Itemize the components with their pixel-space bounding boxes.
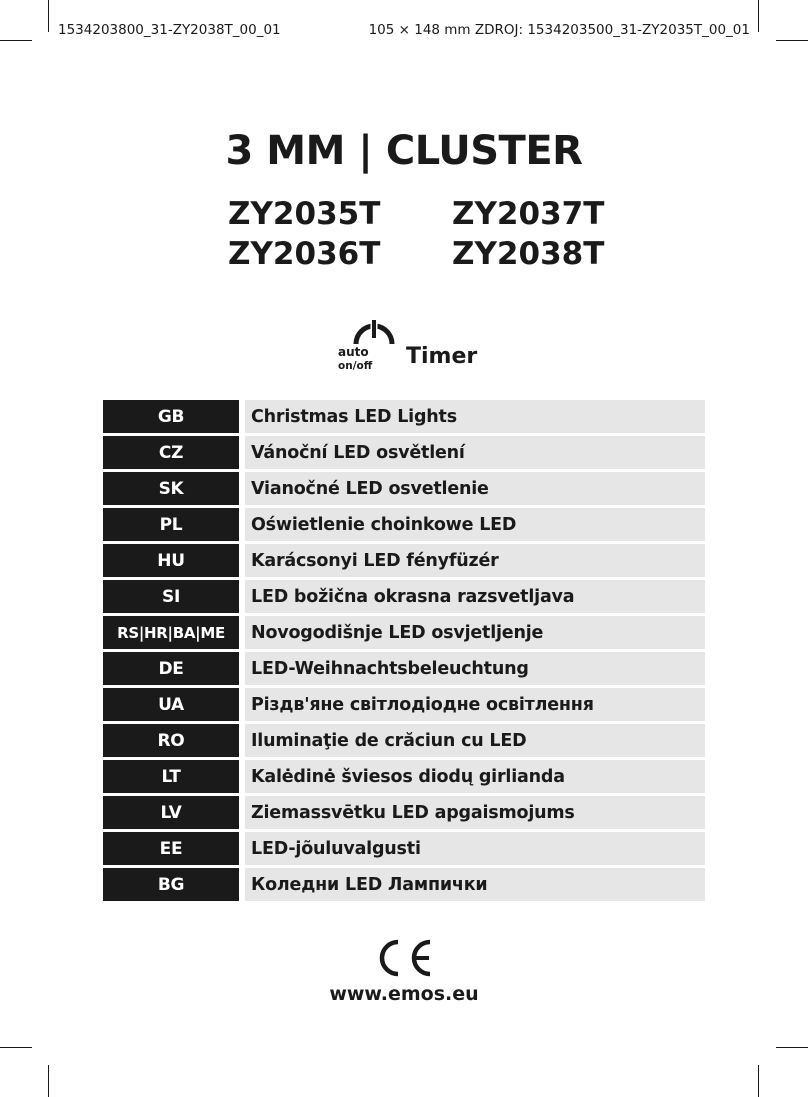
language-row: [103, 580, 705, 613]
language-code: BG: [103, 868, 239, 901]
product-name: Ziemassvētku LED apgaismojums: [245, 796, 705, 829]
crop-mark-right-top: [776, 40, 808, 41]
product-name: Oświetlenie choinkowe LED: [245, 508, 705, 541]
document-size-source: 105 × 148 mm ZDROJ: 1534203500_31-ZY2035T_00_01: [368, 22, 750, 38]
timer-feature: [334, 318, 484, 378]
auto-label: auto: [338, 345, 369, 359]
language-code: UA: [103, 688, 239, 721]
language-row: [103, 400, 705, 433]
product-name: Vianočné LED osvetlenie: [245, 472, 705, 505]
language-code: HU: [103, 544, 239, 577]
language-row: [103, 472, 705, 505]
model-number: ZY2036T: [228, 236, 381, 272]
language-row: [103, 832, 705, 865]
crop-mark-top-left: [48, 0, 49, 32]
language-row: [103, 868, 705, 901]
product-name: Novogodišnje LED osvjetljenje: [245, 616, 705, 649]
language-row: [103, 760, 705, 793]
crop-mark-bottom-right: [758, 1065, 759, 1097]
language-code: EE: [103, 832, 239, 865]
language-table: [103, 400, 705, 904]
language-row: [103, 796, 705, 829]
product-name: Vánoční LED osvětlení: [245, 436, 705, 469]
language-code: LV: [103, 796, 239, 829]
crop-mark-right-bottom: [776, 1047, 808, 1048]
document-code: 1534203800_31-ZY2038T_00_01: [58, 22, 281, 38]
language-code: RS|HR|BA|ME: [103, 616, 239, 649]
language-code: LT: [103, 760, 239, 793]
product-name: Kalėdinė šviesos diodų girlianda: [245, 760, 705, 793]
crop-mark-top-right: [758, 0, 759, 32]
ce-mark-icon: [372, 938, 436, 978]
crop-mark-bottom-left: [48, 1065, 49, 1097]
on-off-label: on/off: [338, 360, 373, 372]
language-row: [103, 652, 705, 685]
language-code: GB: [103, 400, 239, 433]
language-code: CZ: [103, 436, 239, 469]
model-number: ZY2037T: [452, 196, 605, 232]
website-url[interactable]: www.emos.eu: [329, 983, 479, 1005]
crop-mark-left-top: [0, 40, 32, 41]
timer-label: Timer: [406, 344, 478, 369]
language-code: SI: [103, 580, 239, 613]
product-name: Різдв'яне світлодіодне освітлення: [245, 688, 705, 721]
language-code: SK: [103, 472, 239, 505]
model-number: ZY2035T: [228, 196, 381, 232]
model-number: ZY2038T: [452, 236, 605, 272]
language-row: [103, 688, 705, 721]
language-code: RO: [103, 724, 239, 757]
crop-mark-left-bottom: [0, 1047, 32, 1048]
language-code: PL: [103, 508, 239, 541]
product-name: LED-Weihnachtsbeleuchtung: [245, 652, 705, 685]
language-row: [103, 508, 705, 541]
product-name: Коледни LED Лампички: [245, 868, 705, 901]
product-name: LED-jõuluvalgusti: [245, 832, 705, 865]
product-name: LED božična okrasna razsvetljava: [245, 580, 705, 613]
language-row: [103, 724, 705, 757]
product-title: 3 MM | CLUSTER: [225, 128, 583, 174]
language-row: [103, 616, 705, 649]
product-name: Christmas LED Lights: [245, 400, 705, 433]
language-row: [103, 436, 705, 469]
product-name: Iluminaţie de crăciun cu LED: [245, 724, 705, 757]
product-name: Karácsonyi LED fényfüzér: [245, 544, 705, 577]
language-row: [103, 544, 705, 577]
language-code: DE: [103, 652, 239, 685]
